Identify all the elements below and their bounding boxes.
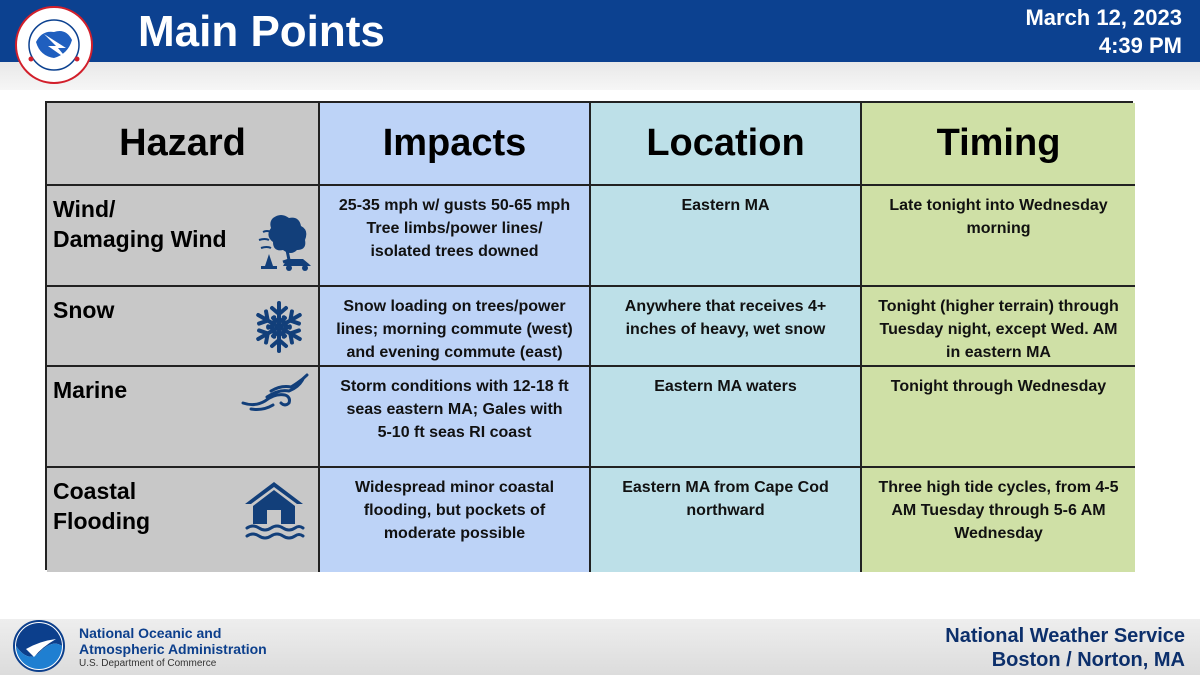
timing-cell-wind: Late tonight into Wednesday morning bbox=[862, 186, 1135, 287]
impacts-cell-wind: 25-35 mph w/ gusts 50-65 mph Tree limbs/power lines/ isolated trees downed bbox=[320, 186, 591, 287]
location-cell-snow: Anywhere that receives 4+ inches of heavy, wet snow bbox=[591, 287, 862, 367]
flooded-house-icon bbox=[243, 480, 305, 540]
impacts-cell-marine: Storm conditions with 12-18 ft seas eastern MA; Gales with 5-10 ft seas RI coast bbox=[320, 367, 591, 468]
office-name: National Weather Service bbox=[945, 625, 1185, 647]
wind-damage-icon bbox=[253, 210, 315, 272]
column-header-timing: Timing bbox=[862, 103, 1135, 186]
column-header-hazard: Hazard bbox=[47, 103, 320, 186]
hazard-cell-wind bbox=[47, 186, 320, 287]
hazard-cell-snow bbox=[47, 287, 320, 367]
timing-cell-marine: Tonight through Wednesday bbox=[862, 367, 1135, 468]
header-time: 4:39 PM bbox=[1098, 33, 1182, 58]
hazard-label: Coastal Flooding bbox=[53, 478, 151, 534]
main-points-table bbox=[45, 101, 1133, 570]
hazard-label: Marine bbox=[53, 377, 128, 403]
department-name: U.S. Department of Commerce bbox=[79, 658, 217, 669]
header-strip bbox=[0, 62, 1200, 90]
hazard-label: Wind/ Damaging Wind bbox=[53, 196, 227, 252]
hazard-label: Snow bbox=[53, 297, 115, 323]
header-date: March 12, 2023 bbox=[1025, 5, 1182, 30]
office-location: Boston / Norton, MA bbox=[991, 649, 1185, 671]
page-title: Main Points bbox=[138, 7, 385, 56]
timing-cell-coastal-flooding: Three high tide cycles, from 4-5 AM Tuesday through 5-6 AM Wednesday bbox=[862, 468, 1135, 572]
column-header-impacts: Impacts bbox=[320, 103, 591, 186]
location-cell-coastal-flooding: Eastern MA from Cape Cod northward bbox=[591, 468, 862, 572]
impacts-cell-snow: Snow loading on trees/power lines; morning commute (west) and evening commute (east) bbox=[320, 287, 591, 367]
hazard-cell-coastal-flooding bbox=[47, 468, 320, 572]
wave-icon bbox=[241, 373, 311, 413]
location-cell-marine: Eastern MA waters bbox=[591, 367, 862, 468]
noaa-logo bbox=[12, 619, 66, 673]
location-cell-wind: Eastern MA bbox=[591, 186, 862, 287]
column-header-location: Location bbox=[591, 103, 862, 186]
snowflake-icon bbox=[253, 299, 305, 355]
impacts-cell-coastal-flooding: Widespread minor coastal flooding, but pockets of moderate possible bbox=[320, 468, 591, 572]
agency-name-line2: Atmospheric Administration bbox=[79, 641, 267, 657]
agency-name-line1: National Oceanic and bbox=[79, 625, 222, 641]
nws-logo bbox=[8, 4, 100, 86]
timing-cell-snow: Tonight (higher terrain) through Tuesday night, except Wed. AM in eastern MA bbox=[862, 287, 1135, 367]
hazard-cell-marine bbox=[47, 367, 320, 468]
